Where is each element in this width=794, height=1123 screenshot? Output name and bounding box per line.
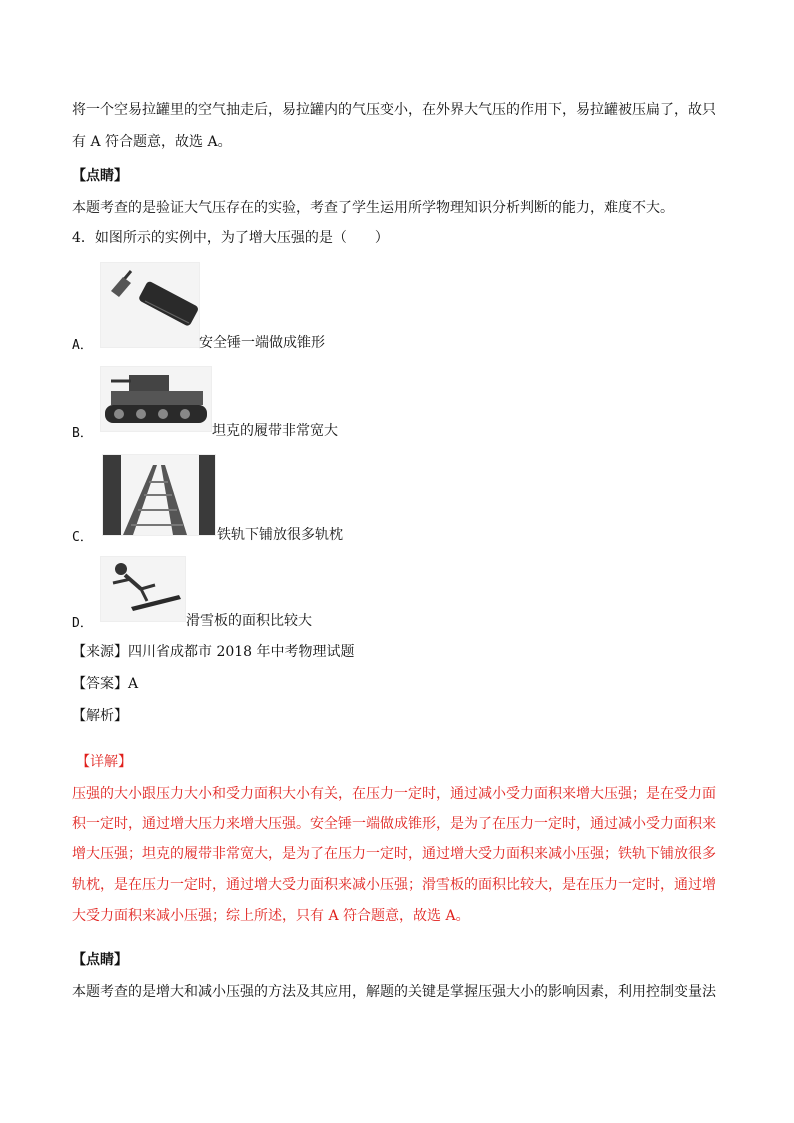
detail-line-4: 轨枕，是在压力一定时，通过增大受力面积来减小压强；滑雪板的面积比较大，是在压力一定时，通过增 (72, 877, 716, 893)
final-dianjing-text: 本题考查的是增大和减小压强的方法及其应用，解题的关键是掌握压强大小的影响因素，利用控制变量法 (72, 984, 716, 1000)
railway-image (102, 454, 216, 536)
option-b-text: 坦克的履带非常宽大 (212, 423, 338, 439)
answer-line: 【答案】A (72, 676, 139, 692)
intro-line-2: 有 A 符合题意，故选 A。 (72, 134, 232, 150)
detail-label: 【详解】 (76, 754, 132, 770)
option-d (72, 556, 672, 646)
option-a-letter: A． (72, 338, 93, 353)
dianjing-text: 本题考查的是验证大气压存在的实验，考查了学生运用所学物理知识分析判断的能力，难度不大。 (72, 200, 674, 216)
final-dianjing-label: 【点睛】 (72, 952, 128, 968)
analysis-label: 【解析】 (72, 708, 128, 724)
source-line: 【来源】四川省成都市 2018 年中考物理试题 (72, 644, 355, 660)
option-d-letter: D． (72, 616, 93, 631)
option-d-text: 滑雪板的面积比较大 (186, 613, 312, 629)
detail-line-5: 大受力面积来减小压强；综上所述，只有 A 符合题意，故选 A。 (72, 908, 470, 924)
dianjing-label: 【点睛】 (72, 168, 128, 184)
option-a (72, 262, 672, 352)
option-a-text: 安全锤一端做成锥形 (199, 335, 325, 351)
tank-image (100, 366, 212, 432)
skier-image (100, 556, 186, 622)
option-b-letter: B． (72, 426, 93, 441)
detail-line-1: 压强的大小跟压力大小和受力面积大小有关，在压力一定时，通过减小受力面积来增大压强；是在受力面 (72, 786, 716, 802)
question-stem: 4．如图所示的实例中，为了增大压强的是（ ） (72, 230, 389, 246)
option-c (72, 454, 672, 544)
detail-line-3: 增大压强；坦克的履带非常宽大，是为了在压力一定时，通过增大受力面积来减小压强；铁轨下铺放很多 (72, 846, 716, 862)
option-b (72, 366, 672, 456)
option-c-text: 铁轨下铺放很多轨枕 (217, 527, 343, 543)
option-c-letter: C． (72, 530, 93, 545)
safety-hammer-image (100, 262, 200, 348)
intro-line-1: 将一个空易拉罐里的空气抽走后，易拉罐内的气压变小，在外界大气压的作用下，易拉罐被压扁了，故只 (72, 102, 716, 118)
detail-line-2: 积一定时，通过增大压力来增大压强。安全锤一端做成锥形，是为了在压力一定时，通过减小受力面积来 (72, 816, 716, 832)
